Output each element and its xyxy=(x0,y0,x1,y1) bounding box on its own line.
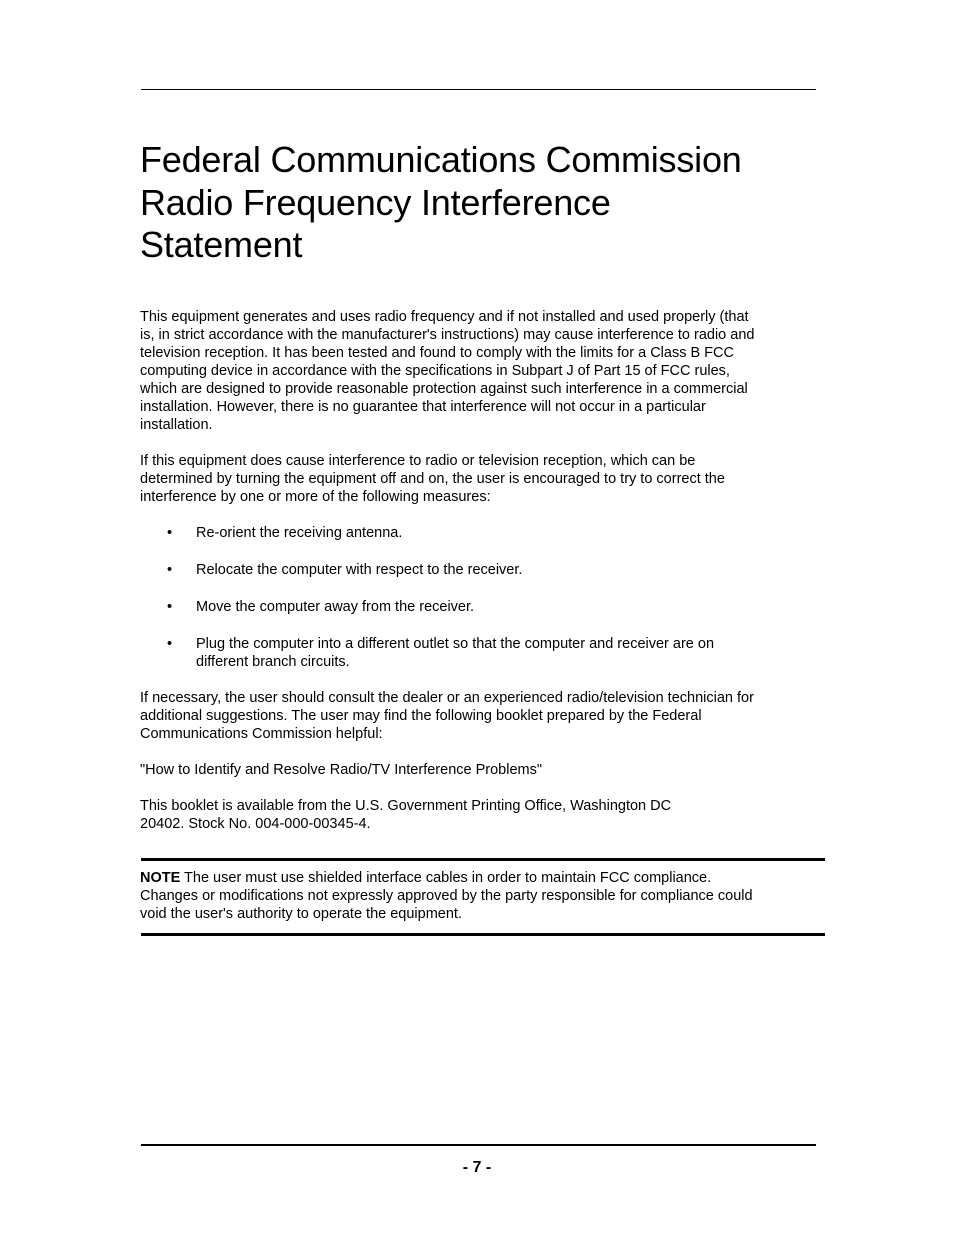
availability-line: 20402. Stock No. 004-000-00345-4. xyxy=(140,816,371,832)
list-item-text: different branch circuits. xyxy=(196,654,350,670)
consult-line: Communications Commission helpful: xyxy=(140,726,383,742)
list-item xyxy=(140,635,820,671)
compliance-note xyxy=(140,869,830,923)
page-number: - 7 - xyxy=(462,1159,492,1176)
header-rule xyxy=(141,89,816,90)
bullet-icon: • xyxy=(167,525,173,541)
note-line xyxy=(140,869,830,887)
measures-intro-line: interference by one or more of the following measures: xyxy=(140,489,491,505)
bullet-icon: • xyxy=(167,636,173,652)
measures-list xyxy=(140,524,820,671)
intro-line: computing device in accordance with the specifications in Subpart J of Part 15 of FCC rules, xyxy=(140,363,730,379)
note-bottom-rule xyxy=(141,933,825,936)
intro-line: television reception. It has been tested and found to comply with the limits for a Class B FCC xyxy=(140,345,734,361)
consult-paragraph xyxy=(140,689,820,743)
note-top-rule xyxy=(141,858,825,861)
statement-body xyxy=(140,308,820,851)
page-title xyxy=(140,139,840,267)
intro-line: is, in strict accordance with the manufacturer's instructions) may cause interference to radio and xyxy=(140,327,755,343)
intro-paragraph xyxy=(140,308,820,434)
availability-line: This booklet is available from the U.S. Government Printing Office, Washington DC xyxy=(140,798,672,814)
measures-intro-line: If this equipment does cause interference to radio or television reception, which can be xyxy=(140,453,696,469)
intro-line: installation. xyxy=(140,417,213,433)
availability-paragraph xyxy=(140,797,820,833)
measures-intro-line: determined by turning the equipment off and on, the user is encouraged to try to correct the xyxy=(140,471,725,487)
measures-intro-paragraph xyxy=(140,452,820,506)
title-line-3: Statement xyxy=(140,224,303,265)
consult-line: If necessary, the user should consult the dealer or an experienced radio/television technician for xyxy=(140,690,754,706)
list-item xyxy=(140,598,820,616)
note-text: The user must use shielded interface cables in order to maintain FCC compliance. xyxy=(180,870,712,886)
list-item xyxy=(140,561,820,579)
booklet-title xyxy=(140,761,820,779)
list-item-text: Re-orient the receiving antenna. xyxy=(196,525,403,541)
consult-line: additional suggestions. The user may find the following booklet prepared by the Federal xyxy=(140,708,702,724)
note-label: NOTE xyxy=(140,870,181,886)
bullet-icon: • xyxy=(167,599,173,615)
list-item xyxy=(140,524,820,542)
intro-line: This equipment generates and uses radio frequency and if not installed and used properly (that xyxy=(140,309,749,325)
intro-line: installation. However, there is no guarantee that interference will not occur in a particular xyxy=(140,399,706,415)
footer-rule xyxy=(141,1144,816,1146)
title-line-1: Federal Communications Commission xyxy=(140,139,742,180)
title-line-2: Radio Frequency Interference xyxy=(140,181,611,223)
note-line: void the user's authority to operate the equipment. xyxy=(140,906,462,922)
note-line: Changes or modifications not expressly approved by the party responsible for compliance could xyxy=(140,888,753,904)
list-item-text: Relocate the computer with respect to the receiver. xyxy=(196,562,523,578)
list-item-text: Plug the computer into a different outlet so that the computer and receiver are on xyxy=(196,636,715,652)
intro-line: which are designed to provide reasonable protection against such interference in a commercial xyxy=(140,381,748,397)
list-item-text: Move the computer away from the receiver. xyxy=(196,599,475,615)
bullet-icon: • xyxy=(167,562,173,578)
booklet-title-text: "How to Identify and Resolve Radio/TV Interference Problems" xyxy=(140,762,542,778)
